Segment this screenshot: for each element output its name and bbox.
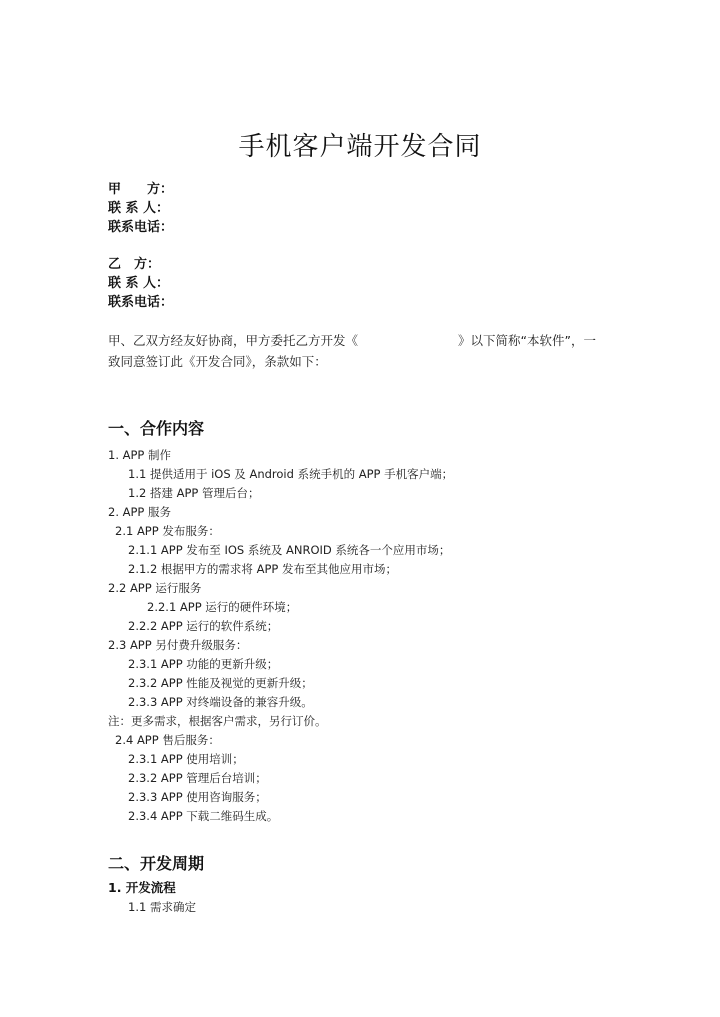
list-item: 注：更多需求，根据客户需求，另行订价。 (108, 714, 327, 728)
party-a-contact-label: 联 系 人： (108, 201, 170, 216)
party-b-name-label: 乙 方： (108, 257, 161, 272)
list-item: 1. APP 制作 (108, 448, 172, 462)
document-title: 手机客户端开发合同 (238, 132, 482, 162)
party-a-phone-label: 联系电话： (108, 220, 174, 235)
intro-line-1-end: 》以下简称“本软件”，一 (458, 333, 596, 348)
intro-line-1-start: 甲、乙双方经友好协商，甲方委托乙方开发《 (108, 333, 359, 348)
list-item: 2.1.2 根据甲方的需求将 APP 发布至其他应用市场； (128, 562, 397, 576)
list-item: 2.3 APP 另付费升级服务： (108, 638, 248, 652)
list-item: 2.3.1 APP 使用培训； (128, 752, 244, 766)
list-item: 2.3.3 APP 使用咨询服务； (128, 790, 267, 804)
list-item: 2.2 APP 运行服务 (108, 581, 202, 595)
list-item: 2.3.2 APP 性能及视觉的更新升级； (128, 676, 313, 690)
list-item: 2.3.2 APP 管理后台培训； (128, 771, 267, 785)
list-item: 2.1 APP 发布服务： (115, 524, 220, 538)
section-1-heading: 一、合作内容 (108, 419, 205, 438)
list-item: 2.1.1 APP 发布至 IOS 系统及 ANROID 系统各一个应用市场； (128, 543, 451, 557)
list-item: 2.2.2 APP 运行的软件系统； (128, 619, 279, 633)
list-item: 2.3.1 APP 功能的更新升级； (128, 657, 279, 671)
party-b-contact-label: 联 系 人： (108, 276, 170, 291)
list-item: 2.3.4 APP 下载二维码生成。 (128, 809, 279, 823)
list-item: 2.2.1 APP 运行的硬件环境； (147, 600, 298, 614)
list-item: 1.2 搭建 APP 管理后台； (128, 486, 260, 500)
party-a-name-label: 甲 方： (108, 182, 174, 197)
intro-line-1 (108, 330, 596, 351)
section-2-subheading: 1. 开发流程 (108, 880, 176, 895)
party-b-phone-label: 联系电话： (108, 295, 174, 310)
list-item: 2.3.3 APP 对终端设备的兼容升级。 (128, 695, 313, 709)
list-item: 1.1 需求确定 (128, 900, 196, 914)
list-item: 2.4 APP 售后服务： (115, 733, 220, 747)
intro-line-2: 致同意签订此《开发合同》，条款如下： (108, 354, 327, 369)
section-2-heading: 二、开发周期 (108, 854, 205, 873)
list-item: 2. APP 服务 (108, 505, 172, 519)
list-item: 1.1 提供适用于 iOS 及 Android 系统手机的 APP 手机客户端； (128, 467, 454, 481)
